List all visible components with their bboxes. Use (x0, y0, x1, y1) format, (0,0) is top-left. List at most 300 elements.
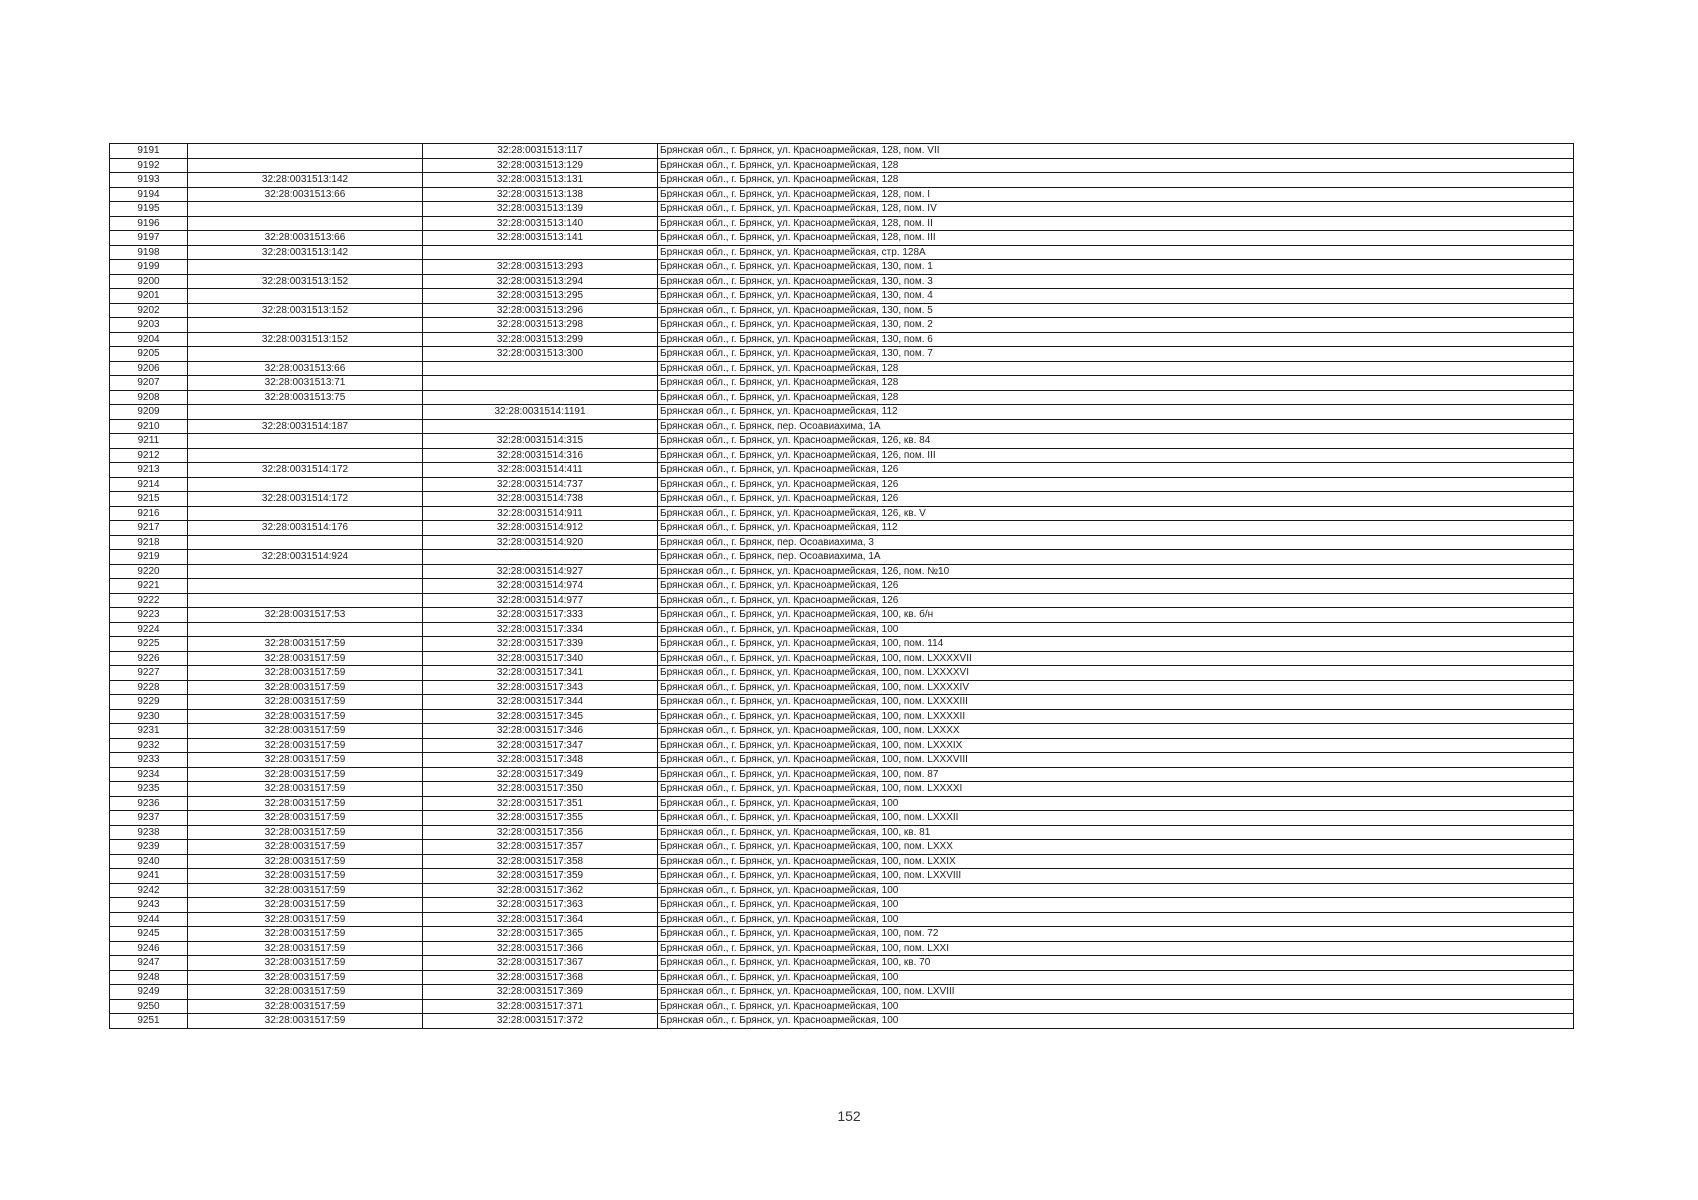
address-cell: Брянская обл., г. Брянск, ул. Красноармейская, 126 (658, 477, 1574, 492)
address-cell: Брянская обл., г. Брянск, ул. Красноармейская, 126, кв. V (658, 506, 1574, 521)
address-cell: Брянская обл., г. Брянск, ул. Красноармейская, 130, пом. 4 (658, 289, 1574, 304)
address-cell: Брянская обл., г. Брянск, ул. Красноармейская, 130, пом. 1 (658, 260, 1574, 275)
object-cadastral-cell: 32:28:0031514:411 (423, 463, 658, 478)
table-row (110, 405, 1574, 420)
row-number-cell: 9198 (110, 245, 188, 260)
address-cell: Брянская обл., г. Брянск, ул. Красноармейская, 128, пом. I (658, 187, 1574, 202)
object-cadastral-cell: 32:28:0031517:362 (423, 883, 658, 898)
object-cadastral-cell: 32:28:0031514:927 (423, 564, 658, 579)
land-plot-cadastral-cell: 32:28:0031517:59 (188, 985, 423, 1000)
address-cell: Брянская обл., г. Брянск, ул. Красноармейская, 112 (658, 405, 1574, 420)
land-plot-cadastral-cell (188, 564, 423, 579)
land-plot-cadastral-cell: 32:28:0031517:59 (188, 709, 423, 724)
row-number-cell: 9248 (110, 970, 188, 985)
object-cadastral-cell: 32:28:0031517:365 (423, 927, 658, 942)
address-cell: Брянская обл., г. Брянск, ул. Красноармейская, 100, пом. LXXXIX (658, 738, 1574, 753)
land-plot-cadastral-cell: 32:28:0031517:59 (188, 666, 423, 681)
table-row (110, 680, 1574, 695)
row-number-cell: 9224 (110, 622, 188, 637)
table-row (110, 245, 1574, 260)
object-cadastral-cell: 32:28:0031517:347 (423, 738, 658, 753)
address-cell: Брянская обл., г. Брянск, пер. Осоавиахима, 1А (658, 419, 1574, 434)
row-number-cell: 9240 (110, 854, 188, 869)
land-plot-cadastral-cell (188, 448, 423, 463)
address-cell: Брянская обл., г. Брянск, ул. Красноармейская, 100, пом. LXXXXI (658, 782, 1574, 797)
object-cadastral-cell: 32:28:0031513:298 (423, 318, 658, 333)
row-number-cell: 9237 (110, 811, 188, 826)
land-plot-cadastral-cell: 32:28:0031517:59 (188, 753, 423, 768)
table-row (110, 724, 1574, 739)
row-number-cell: 9239 (110, 840, 188, 855)
address-cell: Брянская обл., г. Брянск, ул. Красноармейская, 100, пом. LXXX (658, 840, 1574, 855)
object-cadastral-cell: 32:28:0031517:350 (423, 782, 658, 797)
address-cell: Брянская обл., г. Брянск, ул. Красноармейская, 126, пом. III (658, 448, 1574, 463)
object-cadastral-cell: 32:28:0031517:348 (423, 753, 658, 768)
land-plot-cadastral-cell (188, 434, 423, 449)
row-number-cell: 9205 (110, 347, 188, 362)
row-number-cell: 9245 (110, 927, 188, 942)
registry-table-body (110, 144, 1574, 1029)
table-row (110, 999, 1574, 1014)
table-row (110, 550, 1574, 565)
object-cadastral-cell: 32:28:0031517:371 (423, 999, 658, 1014)
land-plot-cadastral-cell (188, 579, 423, 594)
object-cadastral-cell: 32:28:0031517:341 (423, 666, 658, 681)
address-cell: Брянская обл., г. Брянск, ул. Красноармейская, 130, пом. 6 (658, 332, 1574, 347)
table-row (110, 985, 1574, 1000)
address-cell: Брянская обл., г. Брянск, ул. Красноармейская, 126 (658, 593, 1574, 608)
row-number-cell: 9203 (110, 318, 188, 333)
address-cell: Брянская обл., г. Брянск, ул. Красноармейская, 100, пом. LXXIX (658, 854, 1574, 869)
land-plot-cadastral-cell: 32:28:0031514:187 (188, 419, 423, 434)
object-cadastral-cell: 32:28:0031517:358 (423, 854, 658, 869)
object-cadastral-cell: 32:28:0031517:372 (423, 1014, 658, 1029)
table-row (110, 970, 1574, 985)
table-row (110, 434, 1574, 449)
table-row (110, 608, 1574, 623)
table-row (110, 332, 1574, 347)
land-plot-cadastral-cell: 32:28:0031517:59 (188, 956, 423, 971)
row-number-cell: 9228 (110, 680, 188, 695)
address-cell: Брянская обл., г. Брянск, ул. Красноармейская, 100 (658, 883, 1574, 898)
land-plot-cadastral-cell: 32:28:0031514:172 (188, 492, 423, 507)
row-number-cell: 9221 (110, 579, 188, 594)
land-plot-cadastral-cell: 32:28:0031517:59 (188, 782, 423, 797)
row-number-cell: 9229 (110, 695, 188, 710)
row-number-cell: 9196 (110, 216, 188, 231)
row-number-cell: 9219 (110, 550, 188, 565)
land-plot-cadastral-cell (188, 535, 423, 550)
object-cadastral-cell: 32:28:0031513:296 (423, 303, 658, 318)
table-row (110, 260, 1574, 275)
address-cell: Брянская обл., г. Брянск, ул. Красноармейская, 128, пом. III (658, 231, 1574, 246)
land-plot-cadastral-cell (188, 622, 423, 637)
address-cell: Брянская обл., г. Брянск, ул. Красноармейская, 112 (658, 521, 1574, 536)
land-plot-cadastral-cell: 32:28:0031517:59 (188, 651, 423, 666)
object-cadastral-cell: 32:28:0031513:141 (423, 231, 658, 246)
object-cadastral-cell: 32:28:0031517:343 (423, 680, 658, 695)
row-number-cell: 9233 (110, 753, 188, 768)
land-plot-cadastral-cell: 32:28:0031517:59 (188, 912, 423, 927)
row-number-cell: 9249 (110, 985, 188, 1000)
table-row (110, 448, 1574, 463)
address-cell: Брянская обл., г. Брянск, пер. Осоавиахима, 3 (658, 535, 1574, 550)
land-plot-cadastral-cell: 32:28:0031514:176 (188, 521, 423, 536)
row-number-cell: 9208 (110, 390, 188, 405)
address-cell: Брянская обл., г. Брянск, ул. Красноармейская, 100 (658, 912, 1574, 927)
row-number-cell: 9243 (110, 898, 188, 913)
land-plot-cadastral-cell: 32:28:0031513:152 (188, 303, 423, 318)
land-plot-cadastral-cell (188, 405, 423, 420)
object-cadastral-cell: 32:28:0031517:333 (423, 608, 658, 623)
land-plot-cadastral-cell: 32:28:0031513:66 (188, 187, 423, 202)
address-cell: Брянская обл., г. Брянск, ул. Красноармейская, 130, пом. 3 (658, 274, 1574, 289)
address-cell: Брянская обл., г. Брянск, ул. Красноармейская, 128 (658, 173, 1574, 188)
row-number-cell: 9197 (110, 231, 188, 246)
address-cell: Брянская обл., г. Брянск, ул. Красноармейская, 100, пом. LXXXXIV (658, 680, 1574, 695)
object-cadastral-cell: 32:28:0031513:295 (423, 289, 658, 304)
row-number-cell: 9206 (110, 361, 188, 376)
address-cell: Брянская обл., г. Брянск, ул. Красноармейская, 100, кв. б/н (658, 608, 1574, 623)
land-plot-cadastral-cell: 32:28:0031517:59 (188, 1014, 423, 1029)
table-row (110, 463, 1574, 478)
address-cell: Брянская обл., г. Брянск, пер. Осоавиахима, 1А (658, 550, 1574, 565)
land-plot-cadastral-cell: 32:28:0031517:59 (188, 724, 423, 739)
row-number-cell: 9212 (110, 448, 188, 463)
address-cell: Брянская обл., г. Брянск, ул. Красноармейская, 100, пом. LXXVIII (658, 869, 1574, 884)
table-row (110, 216, 1574, 231)
object-cadastral-cell: 32:28:0031517:363 (423, 898, 658, 913)
object-cadastral-cell: 32:28:0031514:316 (423, 448, 658, 463)
row-number-cell: 9220 (110, 564, 188, 579)
object-cadastral-cell (423, 361, 658, 376)
table-row (110, 202, 1574, 217)
address-cell: Брянская обл., г. Брянск, ул. Красноармейская, 100, пом. 87 (658, 767, 1574, 782)
table-row (110, 579, 1574, 594)
row-number-cell: 9199 (110, 260, 188, 275)
row-number-cell: 9247 (110, 956, 188, 971)
object-cadastral-cell: 32:28:0031517:368 (423, 970, 658, 985)
row-number-cell: 9192 (110, 158, 188, 173)
land-plot-cadastral-cell (188, 347, 423, 362)
address-cell: Брянская обл., г. Брянск, ул. Красноармейская, 100 (658, 999, 1574, 1014)
row-number-cell: 9242 (110, 883, 188, 898)
address-cell: Брянская обл., г. Брянск, ул. Красноармейская, 100 (658, 898, 1574, 913)
land-plot-cadastral-cell: 32:28:0031517:59 (188, 796, 423, 811)
cadastral-registry-table (109, 143, 1574, 1029)
address-cell: Брянская обл., г. Брянск, ул. Красноармейская, 126 (658, 492, 1574, 507)
table-row (110, 347, 1574, 362)
object-cadastral-cell: 32:28:0031517:357 (423, 840, 658, 855)
object-cadastral-cell (423, 419, 658, 434)
table-row (110, 593, 1574, 608)
row-number-cell: 9191 (110, 144, 188, 159)
address-cell: Брянская обл., г. Брянск, ул. Красноармейская, 130, пом. 5 (658, 303, 1574, 318)
address-cell: Брянская обл., г. Брянск, ул. Красноармейская, 128 (658, 158, 1574, 173)
table-row (110, 782, 1574, 797)
table-row (110, 883, 1574, 898)
table-row (110, 738, 1574, 753)
row-number-cell: 9217 (110, 521, 188, 536)
land-plot-cadastral-cell: 32:28:0031514:172 (188, 463, 423, 478)
table-row (110, 956, 1574, 971)
row-number-cell: 9193 (110, 173, 188, 188)
row-number-cell: 9202 (110, 303, 188, 318)
table-row (110, 854, 1574, 869)
address-cell: Брянская обл., г. Брянск, ул. Красноармейская, 128 (658, 361, 1574, 376)
address-cell: Брянская обл., г. Брянск, ул. Красноармейская, 128, пом. II (658, 216, 1574, 231)
address-cell: Брянская обл., г. Брянск, ул. Красноармейская, 128 (658, 376, 1574, 391)
row-number-cell: 9226 (110, 651, 188, 666)
object-cadastral-cell: 32:28:0031517:366 (423, 941, 658, 956)
object-cadastral-cell: 32:28:0031517:356 (423, 825, 658, 840)
land-plot-cadastral-cell (188, 202, 423, 217)
object-cadastral-cell: 32:28:0031513:300 (423, 347, 658, 362)
table-row (110, 912, 1574, 927)
address-cell: Брянская обл., г. Брянск, ул. Красноармейская, 100, пом. LXXXX (658, 724, 1574, 739)
land-plot-cadastral-cell (188, 593, 423, 608)
address-cell: Брянская обл., г. Брянск, ул. Красноармейская, 100 (658, 1014, 1574, 1029)
address-cell: Брянская обл., г. Брянск, ул. Красноармейская, 100 (658, 796, 1574, 811)
row-number-cell: 9207 (110, 376, 188, 391)
table-row (110, 869, 1574, 884)
object-cadastral-cell: 32:28:0031513:294 (423, 274, 658, 289)
table-row (110, 376, 1574, 391)
object-cadastral-cell: 32:28:0031513:140 (423, 216, 658, 231)
address-cell: Брянская обл., г. Брянск, ул. Красноармейская, стр. 128А (658, 245, 1574, 260)
row-number-cell: 9232 (110, 738, 188, 753)
land-plot-cadastral-cell: 32:28:0031517:59 (188, 898, 423, 913)
land-plot-cadastral-cell: 32:28:0031517:59 (188, 695, 423, 710)
address-cell: Брянская обл., г. Брянск, ул. Красноармейская, 128, пом. VII (658, 144, 1574, 159)
land-plot-cadastral-cell: 32:28:0031517:59 (188, 941, 423, 956)
row-number-cell: 9210 (110, 419, 188, 434)
table-row (110, 274, 1574, 289)
address-cell: Брянская обл., г. Брянск, ул. Красноармейская, 128, пом. IV (658, 202, 1574, 217)
land-plot-cadastral-cell (188, 158, 423, 173)
object-cadastral-cell: 32:28:0031513:138 (423, 187, 658, 202)
object-cadastral-cell: 32:28:0031514:737 (423, 477, 658, 492)
land-plot-cadastral-cell: 32:28:0031517:59 (188, 854, 423, 869)
object-cadastral-cell: 32:28:0031517:367 (423, 956, 658, 971)
object-cadastral-cell: 32:28:0031517:369 (423, 985, 658, 1000)
address-cell: Брянская обл., г. Брянск, ул. Красноармейская, 100 (658, 970, 1574, 985)
table-row (110, 825, 1574, 840)
table-row (110, 941, 1574, 956)
table-row (110, 477, 1574, 492)
object-cadastral-cell: 32:28:0031517:359 (423, 869, 658, 884)
object-cadastral-cell: 32:28:0031517:339 (423, 637, 658, 652)
land-plot-cadastral-cell: 32:28:0031517:59 (188, 883, 423, 898)
object-cadastral-cell (423, 376, 658, 391)
table-row (110, 289, 1574, 304)
row-number-cell: 9231 (110, 724, 188, 739)
address-cell: Брянская обл., г. Брянск, ул. Красноармейская, 130, пом. 7 (658, 347, 1574, 362)
row-number-cell: 9222 (110, 593, 188, 608)
table-row (110, 158, 1574, 173)
row-number-cell: 9235 (110, 782, 188, 797)
table-row (110, 187, 1574, 202)
row-number-cell: 9238 (110, 825, 188, 840)
row-number-cell: 9241 (110, 869, 188, 884)
object-cadastral-cell: 32:28:0031514:738 (423, 492, 658, 507)
table-row (110, 796, 1574, 811)
object-cadastral-cell: 32:28:0031517:344 (423, 695, 658, 710)
land-plot-cadastral-cell: 32:28:0031513:152 (188, 332, 423, 347)
table-row (110, 637, 1574, 652)
table-row (110, 1014, 1574, 1029)
land-plot-cadastral-cell: 32:28:0031517:59 (188, 767, 423, 782)
table-row (110, 144, 1574, 159)
table-row (110, 318, 1574, 333)
address-cell: Брянская обл., г. Брянск, ул. Красноармейская, 130, пом. 2 (658, 318, 1574, 333)
table-row (110, 303, 1574, 318)
address-cell: Брянская обл., г. Брянск, ул. Красноармейская, 100, пом. LXXI (658, 941, 1574, 956)
address-cell: Брянская обл., г. Брянск, ул. Красноармейская, 100, пом. LXXXXVII (658, 651, 1574, 666)
object-cadastral-cell: 32:28:0031514:920 (423, 535, 658, 550)
table-row (110, 492, 1574, 507)
row-number-cell: 9251 (110, 1014, 188, 1029)
object-cadastral-cell: 32:28:0031514:1191 (423, 405, 658, 420)
table-row (110, 666, 1574, 681)
object-cadastral-cell: 32:28:0031513:293 (423, 260, 658, 275)
address-cell: Брянская обл., г. Брянск, ул. Красноармейская, 100, пом. LXXXXIII (658, 695, 1574, 710)
object-cadastral-cell: 32:28:0031517:349 (423, 767, 658, 782)
land-plot-cadastral-cell (188, 289, 423, 304)
table-row (110, 622, 1574, 637)
land-plot-cadastral-cell: 32:28:0031513:66 (188, 361, 423, 376)
address-cell: Брянская обл., г. Брянск, ул. Красноармейская, 100, пом. 72 (658, 927, 1574, 942)
land-plot-cadastral-cell: 32:28:0031513:142 (188, 245, 423, 260)
address-cell: Брянская обл., г. Брянск, ул. Красноармейская, 100, пом. LXXXVIII (658, 753, 1574, 768)
land-plot-cadastral-cell: 32:28:0031517:59 (188, 680, 423, 695)
object-cadastral-cell: 32:28:0031517:334 (423, 622, 658, 637)
object-cadastral-cell: 32:28:0031517:346 (423, 724, 658, 739)
row-number-cell: 9216 (110, 506, 188, 521)
table-row (110, 506, 1574, 521)
table-row (110, 753, 1574, 768)
land-plot-cadastral-cell: 32:28:0031517:59 (188, 999, 423, 1014)
land-plot-cadastral-cell: 32:28:0031517:59 (188, 840, 423, 855)
row-number-cell: 9230 (110, 709, 188, 724)
land-plot-cadastral-cell: 32:28:0031513:152 (188, 274, 423, 289)
object-cadastral-cell: 32:28:0031513:139 (423, 202, 658, 217)
table-row (110, 231, 1574, 246)
object-cadastral-cell: 32:28:0031514:912 (423, 521, 658, 536)
land-plot-cadastral-cell: 32:28:0031517:53 (188, 608, 423, 623)
row-number-cell: 9209 (110, 405, 188, 420)
land-plot-cadastral-cell (188, 144, 423, 159)
land-plot-cadastral-cell: 32:28:0031517:59 (188, 869, 423, 884)
land-plot-cadastral-cell: 32:28:0031517:59 (188, 970, 423, 985)
row-number-cell: 9195 (110, 202, 188, 217)
land-plot-cadastral-cell: 32:28:0031513:75 (188, 390, 423, 405)
object-cadastral-cell: 32:28:0031517:355 (423, 811, 658, 826)
object-cadastral-cell: 32:28:0031513:129 (423, 158, 658, 173)
land-plot-cadastral-cell (188, 260, 423, 275)
row-number-cell: 9236 (110, 796, 188, 811)
address-cell: Брянская обл., г. Брянск, ул. Красноармейская, 100 (658, 622, 1574, 637)
land-plot-cadastral-cell (188, 216, 423, 231)
row-number-cell: 9234 (110, 767, 188, 782)
object-cadastral-cell: 32:28:0031514:977 (423, 593, 658, 608)
object-cadastral-cell: 32:28:0031513:131 (423, 173, 658, 188)
address-cell: Брянская обл., г. Брянск, ул. Красноармейская, 126, пом. №10 (658, 564, 1574, 579)
land-plot-cadastral-cell: 32:28:0031517:59 (188, 738, 423, 753)
object-cadastral-cell (423, 245, 658, 260)
table-row (110, 811, 1574, 826)
land-plot-cadastral-cell: 32:28:0031513:66 (188, 231, 423, 246)
table-row (110, 361, 1574, 376)
object-cadastral-cell: 32:28:0031517:364 (423, 912, 658, 927)
row-number-cell: 9204 (110, 332, 188, 347)
row-number-cell: 9250 (110, 999, 188, 1014)
table-row (110, 521, 1574, 536)
land-plot-cadastral-cell: 32:28:0031517:59 (188, 927, 423, 942)
object-cadastral-cell: 32:28:0031514:974 (423, 579, 658, 594)
address-cell: Брянская обл., г. Брянск, ул. Красноармейская, 100, пом. LXXXII (658, 811, 1574, 826)
address-cell: Брянская обл., г. Брянск, ул. Красноармейская, 128 (658, 390, 1574, 405)
object-cadastral-cell: 32:28:0031517:345 (423, 709, 658, 724)
land-plot-cadastral-cell: 32:28:0031517:59 (188, 637, 423, 652)
row-number-cell: 9244 (110, 912, 188, 927)
row-number-cell: 9213 (110, 463, 188, 478)
table-row (110, 390, 1574, 405)
object-cadastral-cell: 32:28:0031514:315 (423, 434, 658, 449)
row-number-cell: 9227 (110, 666, 188, 681)
address-cell: Брянская обл., г. Брянск, ул. Красноармейская, 100, пом. LXXXXII (658, 709, 1574, 724)
table-row (110, 840, 1574, 855)
row-number-cell: 9211 (110, 434, 188, 449)
address-cell: Брянская обл., г. Брянск, ул. Красноармейская, 100, пом. LXXXXVI (658, 666, 1574, 681)
land-plot-cadastral-cell (188, 318, 423, 333)
land-plot-cadastral-cell (188, 506, 423, 521)
object-cadastral-cell: 32:28:0031513:117 (423, 144, 658, 159)
table-row (110, 695, 1574, 710)
page-number: 152 (837, 1108, 861, 1124)
table-row (110, 709, 1574, 724)
land-plot-cadastral-cell: 32:28:0031517:59 (188, 825, 423, 840)
table-row (110, 535, 1574, 550)
table-row (110, 927, 1574, 942)
address-cell: Брянская обл., г. Брянск, ул. Красноармейская, 100, кв. 81 (658, 825, 1574, 840)
land-plot-cadastral-cell: 32:28:0031513:71 (188, 376, 423, 391)
land-plot-cadastral-cell: 32:28:0031513:142 (188, 173, 423, 188)
row-number-cell: 9225 (110, 637, 188, 652)
object-cadastral-cell: 32:28:0031517:340 (423, 651, 658, 666)
table-row (110, 651, 1574, 666)
address-cell: Брянская обл., г. Брянск, ул. Красноармейская, 126 (658, 579, 1574, 594)
land-plot-cadastral-cell (188, 477, 423, 492)
row-number-cell: 9223 (110, 608, 188, 623)
row-number-cell: 9215 (110, 492, 188, 507)
table-row (110, 419, 1574, 434)
object-cadastral-cell (423, 390, 658, 405)
land-plot-cadastral-cell: 32:28:0031517:59 (188, 811, 423, 826)
address-cell: Брянская обл., г. Брянск, ул. Красноармейская, 100, пом. LXVIII (658, 985, 1574, 1000)
table-row (110, 564, 1574, 579)
object-cadastral-cell: 32:28:0031514:911 (423, 506, 658, 521)
address-cell: Брянская обл., г. Брянск, ул. Красноармейская, 126, кв. 84 (658, 434, 1574, 449)
row-number-cell: 9200 (110, 274, 188, 289)
address-cell: Брянская обл., г. Брянск, ул. Красноармейская, 100, кв. 70 (658, 956, 1574, 971)
address-cell: Брянская обл., г. Брянск, ул. Красноармейская, 126 (658, 463, 1574, 478)
row-number-cell: 9246 (110, 941, 188, 956)
object-cadastral-cell (423, 550, 658, 565)
table-row (110, 898, 1574, 913)
object-cadastral-cell: 32:28:0031517:351 (423, 796, 658, 811)
table-row (110, 767, 1574, 782)
